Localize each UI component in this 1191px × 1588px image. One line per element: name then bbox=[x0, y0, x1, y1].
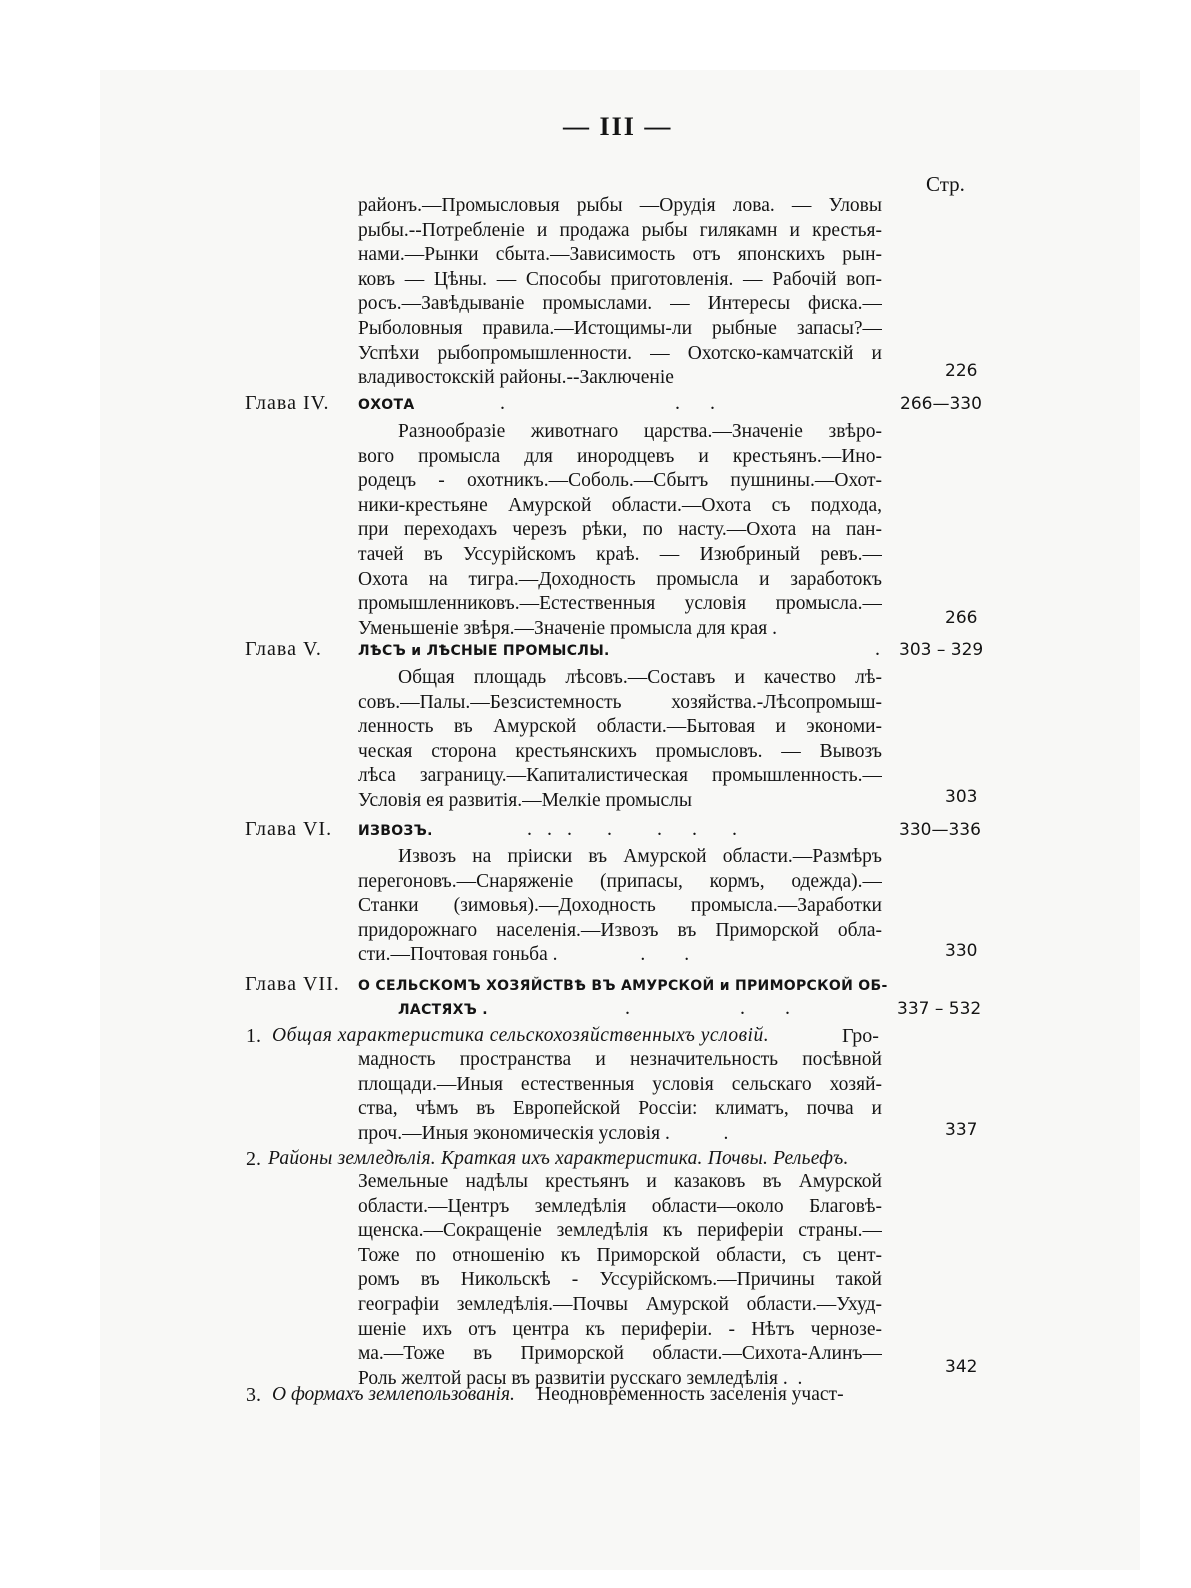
page-number: 337 bbox=[945, 1120, 978, 1140]
text-line: географіи земледѣлія.—Почвы Амурской области.—Ухуд- bbox=[358, 1293, 882, 1315]
page-number: 266 bbox=[945, 608, 978, 628]
chapter-title: ИЗВОЗЪ. bbox=[358, 823, 433, 839]
chapter-label: Глава VII. bbox=[245, 973, 340, 995]
text-line: Тоже по отношенію къ Приморской области, съ цент- bbox=[358, 1244, 882, 1266]
text-line: щенска.—Сокращеніе земледѣлія къ периферіи страны.— bbox=[358, 1220, 882, 1242]
section-title-rest: Гро- bbox=[842, 1025, 879, 1047]
chapter-summary bbox=[358, 845, 882, 968]
text-line: рыбы.--Потребленіе и продажа рыбы гилякамн и крестья- bbox=[358, 219, 882, 241]
section-number: 3. bbox=[246, 1384, 261, 1406]
page-number: 226 bbox=[945, 361, 978, 381]
text-line: Разнообразіе животнаго царства.—Значеніе звѣро- bbox=[398, 421, 882, 442]
text-line: Общая площадь лѣсовъ.—Составъ и качество лѣ- bbox=[398, 667, 882, 688]
text-line: Охота на тигра.—Доходность промысла и заработокъ bbox=[358, 568, 882, 590]
leader-dots: . . . bbox=[625, 997, 790, 1019]
text-line: при переходахъ черезъ рѣки, по насту.—Охота на пан- bbox=[358, 519, 882, 541]
text-line: Успѣхи рыбопромышленности. — Охотско-камчатскій и bbox=[358, 342, 882, 364]
section-title: Общая характеристика сельскохозяйственныхъ условій. bbox=[272, 1025, 770, 1046]
page-range: 337 – 532 bbox=[897, 999, 982, 1019]
text-line: вого промысла для инородцевъ и крестьянъ.—Ино- bbox=[358, 445, 882, 467]
text-line: ковъ — Цѣны. — Способы приготовленія. — Рабочій воп- bbox=[358, 268, 882, 290]
section-title: О формахъ землепользованія. bbox=[272, 1384, 515, 1405]
text-line: Станки (зимовья).—Доходность промысла.—Заработки bbox=[358, 895, 882, 917]
chapter-summary bbox=[358, 420, 882, 641]
page-number: 342 bbox=[945, 1357, 978, 1377]
text-line: лѣса заграницу.—Капиталистическая промышленность.— bbox=[358, 765, 882, 787]
text-line: ства, чѣмъ въ Европейской Россіи: климатъ, почва и bbox=[358, 1098, 882, 1120]
leader-dots: . . . . . . . bbox=[527, 818, 737, 840]
text-line: владивостокскій районы.--Заключеніе bbox=[358, 367, 674, 389]
page-range: 303 – 329 bbox=[899, 640, 984, 660]
page-range: 330—336 bbox=[899, 820, 981, 840]
section-number: 1. bbox=[246, 1025, 261, 1047]
page-header: — III — bbox=[563, 112, 673, 141]
chapter-title: ЛѢСЪ и ЛѢСНЫЕ ПРОМЫСЛЫ. bbox=[358, 643, 610, 659]
page-number: 303 bbox=[945, 787, 978, 807]
text-line: перегоновъ.—Снаряженіе (припасы, кормъ, одежда).— bbox=[358, 870, 882, 892]
text-line: ромъ въ Никольскѣ - Уссурійскомъ.—Причины такой bbox=[358, 1269, 882, 1291]
text-line: росъ.—Завѣдываніе промыслами. — Интересы фиска.— bbox=[358, 293, 882, 315]
text-line: ники-крестьяне Амурской области.—Охота съ подхода, bbox=[358, 494, 882, 516]
leader-dots: . bbox=[875, 638, 880, 660]
chapter-title: ОХОТА bbox=[358, 397, 415, 413]
text-line: родецъ - охотникъ.—Соболь.—Сбытъ пушнины.—Охот- bbox=[358, 470, 882, 492]
page-range: 266—330 bbox=[900, 394, 982, 414]
text-line: нами.—Рынки сбыта.—Зависимость отъ японскихъ рын- bbox=[358, 244, 882, 266]
section-title: Районы земледѣлія. Краткая ихъ характеристика. Почвы. Рельефъ. bbox=[268, 1148, 849, 1169]
page-number: 330 bbox=[945, 941, 978, 961]
chapter-label: Глава IV. bbox=[245, 392, 330, 414]
text-line: области.—Центръ земледѣлія области—около Благовѣ- bbox=[358, 1195, 882, 1217]
chapter-summary bbox=[358, 666, 882, 814]
text-line: шеніе ихъ отъ центра къ периферіи. - Нѣтъ чернозе- bbox=[358, 1318, 882, 1340]
chapter-label: Глава VI. bbox=[245, 818, 333, 840]
text-line: ческая сторона крестьянскихъ промысловъ. — Вывозъ bbox=[358, 740, 882, 762]
section-number: 2. bbox=[246, 1148, 261, 1170]
chapter-title-continued: ЛАСТЯХЪ . bbox=[398, 1002, 488, 1018]
text-line: Рыболовныя правила.—Истощимы-ли рыбные запасы?— bbox=[358, 317, 882, 339]
chapter-label: Глава V. bbox=[245, 638, 322, 660]
page-column-label: Стр. bbox=[926, 172, 965, 196]
section-title-rest: Неодновременность заселенія участ- bbox=[537, 1384, 844, 1405]
section-summary bbox=[358, 1170, 882, 1391]
text-line: ленность въ Амурской области.—Бытовая и экономи- bbox=[358, 716, 882, 738]
text-line: Роль желтой расы въ развитіи русскаго земледѣлія . . bbox=[358, 1367, 803, 1389]
text-line: сти.—Почтовая гоньба . . . bbox=[358, 944, 690, 966]
text-line: придорожнаго населенія.—Извозъ въ Приморской обла- bbox=[358, 919, 882, 941]
chapter-title: О СЕЛЬСКОМЪ ХОЗЯЙСТВѢ ВЪ АМУРСКОЙ и ПРИМОРСКОЙ ОБ- bbox=[358, 978, 888, 994]
text-line: совъ.—Палы.—Безсистемность хозяйства.-Лѣсопромыш- bbox=[358, 691, 882, 713]
text-line: районъ.—Промысловыя рыбы —Орудія лова. — Уловы bbox=[358, 195, 882, 216]
text-line: мадность пространства и незначительность посѣвной bbox=[358, 1049, 882, 1070]
text-line: Уменьшеніе звѣря.—Значеніе промысла для края . bbox=[358, 617, 778, 639]
section-summary bbox=[358, 1048, 882, 1146]
text-line: Земельные надѣлы крестьянъ и казаковъ въ Амурской bbox=[358, 1171, 882, 1192]
text-line: Извозъ на пріиски въ Амурской области.—Размѣръ bbox=[398, 846, 882, 867]
text-line: проч.—Иныя экономическія условія . . bbox=[358, 1122, 729, 1144]
text-line: промышленниковъ.—Естественныя условія промысла.— bbox=[358, 593, 882, 615]
text-line: ма.—Тоже въ Приморской области.—Сихота-Алинъ— bbox=[358, 1343, 882, 1365]
intro-block bbox=[358, 194, 882, 391]
text-line: площади.—Иныя естественныя условія сельскаго хозяй- bbox=[358, 1073, 882, 1095]
text-line: Условія ея развитія.—Мелкіе промыслы bbox=[358, 789, 692, 811]
text-line: тачей въ Уссурійскомъ краѣ. — Изюбриный ревъ.— bbox=[358, 543, 882, 565]
leader-dots: . . . bbox=[500, 392, 715, 414]
